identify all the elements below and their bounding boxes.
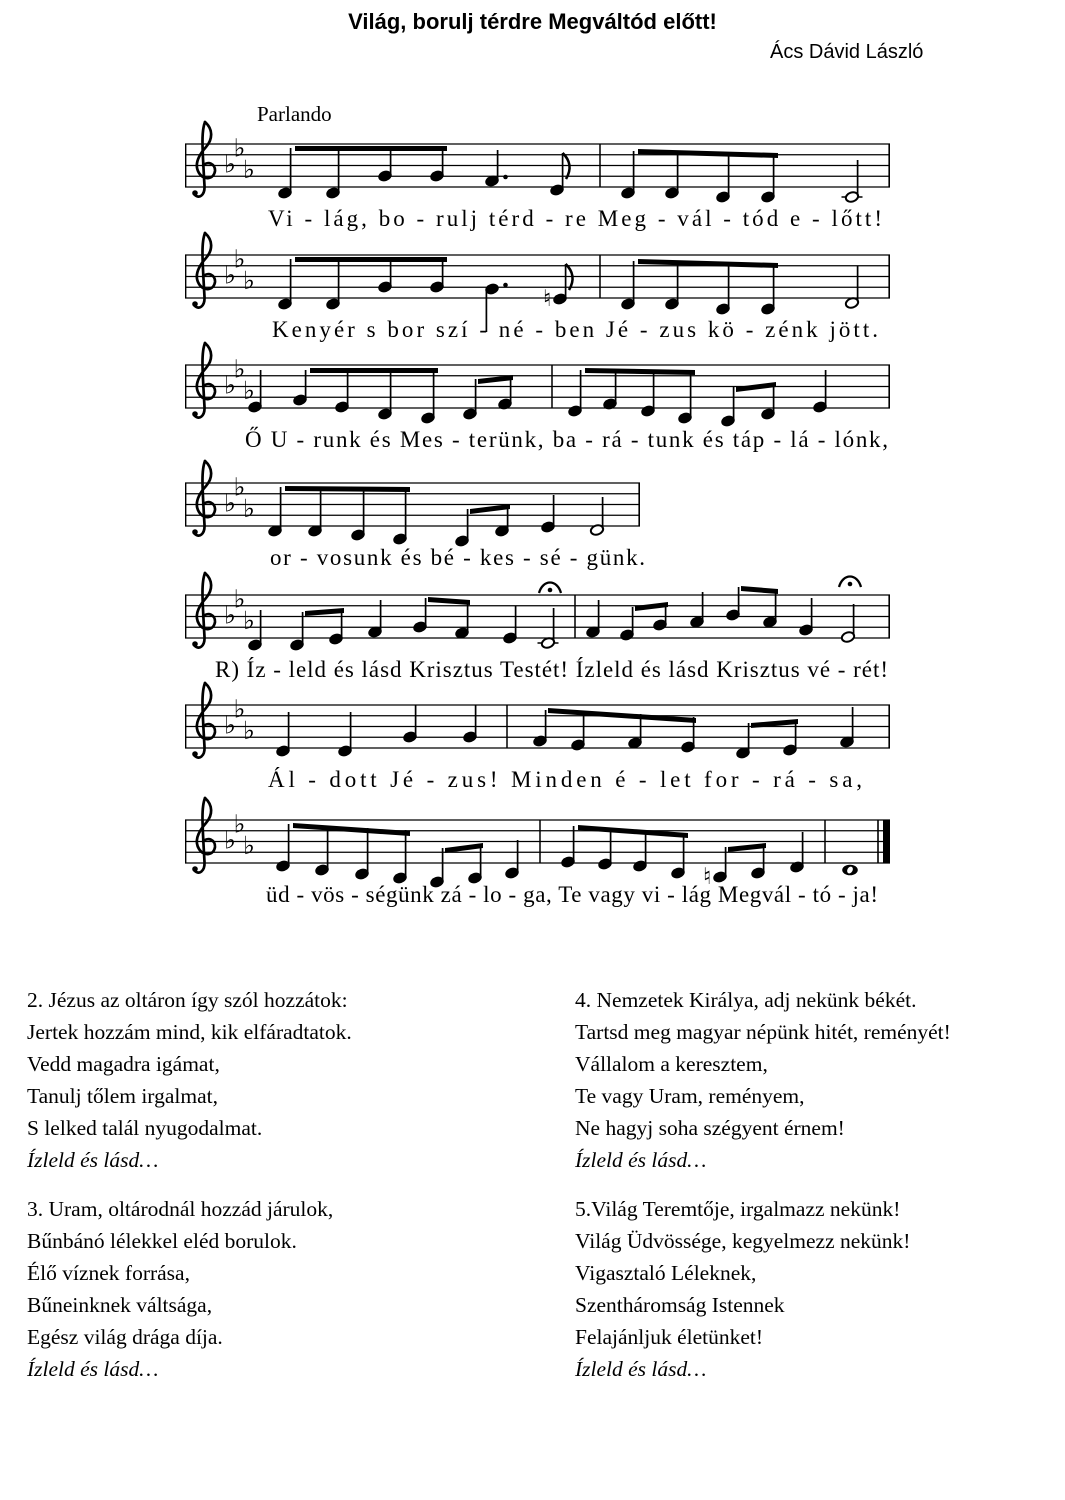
treble-clef: [194, 798, 205, 873]
refrain-line: Ízleld és lásd…: [27, 1148, 159, 1172]
beam: [728, 843, 766, 852]
beam: [295, 146, 447, 151]
beam: [741, 586, 778, 594]
verse-line: Bűneinknek váltsága,: [27, 1293, 213, 1317]
fermata-dot: [848, 582, 853, 587]
treble-clef: [197, 573, 215, 629]
verse-line: Jertek hozzám mind, kik elfáradtatok.: [27, 1020, 352, 1044]
refrain-line: Ízleld és lásd…: [27, 1357, 159, 1381]
treble-clef: [192, 411, 198, 417]
augmentation-dot: [503, 175, 508, 180]
verse-line: Élő víznek forrása,: [27, 1261, 190, 1285]
lyric-line: R) Íz - leld és lásd Krisztus Testét! Ízleld és lásd Krisztus vé - rét!: [215, 657, 889, 682]
verse: [575, 984, 1065, 1176]
refrain-line: Ízleld és lásd…: [575, 1148, 707, 1172]
treble-clef: [194, 343, 205, 418]
treble-clef: [197, 461, 215, 517]
beam: [578, 825, 688, 838]
flat-sign: ♭: [233, 584, 246, 614]
verse-column-1: [27, 984, 547, 1402]
beam: [305, 608, 344, 616]
song-title: Világ, borulj térdre Megváltód előtt!: [348, 9, 717, 34]
fermata-dot: [548, 588, 553, 593]
flat-sign: ♭: [233, 133, 246, 163]
natural-sign: ♮: [543, 286, 552, 312]
flat-sign: ♭: [233, 694, 246, 724]
verse: [575, 1193, 1065, 1385]
verse-line: Vigasztaló Léleknek,: [575, 1261, 757, 1285]
beam: [445, 843, 483, 853]
flat-sign: ♭: [224, 488, 236, 518]
treble-clef: [192, 751, 198, 757]
flat-sign: ♭: [243, 376, 255, 405]
treble-clef: [192, 190, 198, 196]
lyric-line: Vi - lág, bo - rulj térd - re Meg - vál - tód e - lőtt!: [268, 206, 882, 231]
beam: [638, 259, 778, 268]
treble-clef: [194, 122, 205, 197]
beam: [638, 149, 778, 158]
flat-sign: ♭: [224, 370, 236, 400]
treble-clef: [192, 641, 198, 647]
treble-clef: [194, 683, 205, 758]
verse-line: Egész világ drága díja.: [27, 1325, 223, 1349]
beam: [428, 597, 470, 605]
beam: [285, 486, 410, 492]
flat-sign: ♭: [224, 825, 236, 855]
beam: [310, 368, 438, 373]
flat-sign: ♭: [233, 809, 246, 839]
beam: [470, 504, 510, 514]
verse-line: Vállalom a keresztem,: [575, 1052, 768, 1076]
beam: [293, 823, 410, 836]
tempo-marking: Parlando: [257, 102, 332, 126]
treble-clef: [197, 233, 215, 289]
treble-clef: [197, 798, 215, 854]
beam: [585, 368, 695, 375]
final-thick-barline: [883, 820, 890, 863]
verse-line: Bűnbánó lélekkel eléd borulok.: [27, 1229, 297, 1253]
verse-line: Tartsd meg magyar népünk hitét, reményét!: [575, 1020, 951, 1044]
verse-line: Tanulj tőlem irgalmat,: [27, 1084, 218, 1108]
flat-sign: ♭: [243, 716, 255, 745]
flat-sign: ♭: [224, 710, 236, 740]
treble-clef: [192, 301, 198, 307]
verse-line: 2. Jézus az oltáron így szól hozzátok:: [27, 988, 348, 1012]
lyric-line: Ő U - runk és Mes - terünk, ba - rá - tunk és táp - lá - lónk,: [245, 427, 889, 452]
treble-clef: [197, 122, 215, 178]
verse-line: Felajánljuk életünket!: [575, 1325, 764, 1349]
flat-sign: ♭: [243, 155, 255, 184]
flat-sign: ♭: [224, 260, 236, 290]
flat-sign: ♭: [233, 354, 246, 384]
beam: [635, 602, 668, 611]
verse-line: 3. Uram, oltárodnál hozzád járulok,: [27, 1197, 334, 1221]
treble-clef: [192, 529, 198, 535]
refrain-line: Ízleld és lásd…: [575, 1357, 707, 1381]
flat-sign: ♭: [243, 494, 255, 523]
verse: [27, 1193, 547, 1385]
flat-sign: ♭: [224, 149, 236, 179]
verse-line: Te vagy Uram, reményem,: [575, 1084, 805, 1108]
verse-column-2: [575, 984, 1065, 1402]
treble-clef: [194, 233, 205, 308]
lyric-line: Ál - dott Jé - zus! Minden é - let for - rá - sa,: [268, 767, 863, 792]
treble-clef: [194, 461, 205, 536]
verse: [27, 984, 547, 1176]
flat-sign: ♭: [233, 244, 246, 274]
natural-sign: ♮: [703, 864, 712, 890]
verse-line: 5.Világ Teremtője, irgalmazz nekünk!: [575, 1197, 901, 1221]
flat-sign: ♭: [224, 600, 236, 630]
lyric-line: üd - vös - ségünk zá - lo - ga, Te vagy vi - lág Megvál - tó - ja!: [266, 882, 878, 907]
verse-line: Szentháromság Istennek: [575, 1293, 785, 1317]
flat-sign: ♭: [243, 831, 255, 860]
treble-clef: [197, 683, 215, 739]
flat-sign: ♭: [233, 472, 246, 502]
lyric-line: Kenyér s bor szí - né - ben Jé - zus kö - zénk jött.: [272, 317, 878, 342]
verse-line: Vedd magadra igámat,: [27, 1052, 220, 1076]
augmentation-dot: [503, 283, 508, 288]
treble-clef: [194, 573, 205, 648]
flat-sign: ♭: [243, 606, 255, 635]
verse-line: Világ Üdvössége, kegyelmezz nekünk!: [575, 1229, 911, 1253]
flat-sign: ♭: [243, 266, 255, 295]
lyric-line: or - vosunk és bé - kes - sé - günk.: [270, 545, 645, 570]
verse-line: Ne hagyj soha szégyent érnem!: [575, 1116, 845, 1140]
verse-line: S lelked talál nyugodalmat.: [27, 1116, 263, 1140]
beam: [295, 257, 447, 262]
composer-name: Ács Dávid László: [770, 41, 924, 63]
treble-clef: [192, 866, 198, 872]
treble-clef: [197, 343, 215, 399]
beam: [736, 382, 776, 392]
verse-line: 4. Nemzetek Királya, adj nekünk békét.: [575, 988, 917, 1012]
